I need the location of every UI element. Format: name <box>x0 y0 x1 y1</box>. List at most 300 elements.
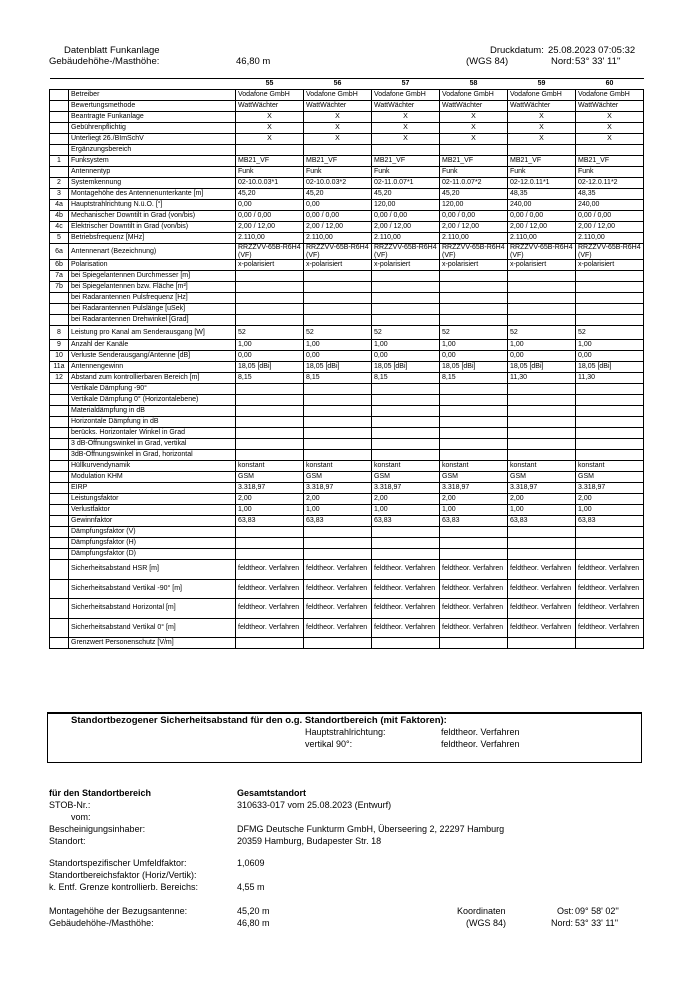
table-cell: 18,05 [dBi] <box>576 362 644 373</box>
table-cell: 18,05 [dBi] <box>236 362 304 373</box>
table-cell <box>576 538 644 549</box>
table-row <box>50 134 644 145</box>
table-cell <box>440 549 508 560</box>
table-cell <box>236 282 304 293</box>
table-row <box>50 494 644 505</box>
table-cell: 02-11.0.07*2 <box>440 178 508 189</box>
table-cell: 2,00 <box>236 494 304 505</box>
table-cell: x-polarisiert <box>372 260 440 271</box>
table-cell: 8,15 <box>304 373 372 384</box>
row-label: bei Radarantennen Drehwinkel [Grad] <box>69 315 236 326</box>
table-cell <box>372 384 440 395</box>
table-cell <box>576 145 644 156</box>
table-cell: 2,00 / 12,00 <box>508 222 576 233</box>
table-cell: 45,20 <box>304 189 372 200</box>
table-row <box>50 156 644 167</box>
table-cell: 3.318,97 <box>372 483 440 494</box>
inhaber-value: DFMG Deutsche Funkturm GmbH, Überseering 2, 22297 Hamburg <box>237 824 505 834</box>
wgs-label: (WGS 84) <box>466 56 509 67</box>
table-cell: 45,20 <box>236 189 304 200</box>
table-cell: x-polarisiert <box>304 260 372 271</box>
row-label: Antennentyp <box>69 167 236 178</box>
table-cell <box>304 384 372 395</box>
table-cell <box>236 304 304 315</box>
table-cell: 52 <box>304 326 372 340</box>
table-row <box>50 260 644 271</box>
table-cell <box>372 304 440 315</box>
row-number <box>50 638 69 649</box>
row-label: Sicherheitsabstand Vertikal -90° [m] <box>69 579 236 599</box>
standort-value: 20359 Hamburg, Budapester Str. 18 <box>237 836 382 846</box>
table-cell <box>508 304 576 315</box>
row-label: Antennenart (Bezeichnung) <box>69 244 236 260</box>
table-cell <box>372 395 440 406</box>
table-cell <box>372 439 440 450</box>
row-number <box>50 134 69 145</box>
table-cell: x-polarisiert <box>576 260 644 271</box>
table-row <box>50 90 644 101</box>
table-cell: 2,00 / 12,00 <box>576 222 644 233</box>
table-cell: RRZZVV-65B-R6H4 (VF) <box>508 244 576 260</box>
table-cell <box>236 271 304 282</box>
column-header: 59 <box>508 79 576 90</box>
table-cell: 63,83 <box>576 516 644 527</box>
stob-value: 310633-017 vom 25.08.2023 (Entwurf) <box>237 800 392 810</box>
table-cell: WattWächter <box>576 101 644 112</box>
row-number: 8 <box>50 326 69 340</box>
table-cell: 48,35 <box>576 189 644 200</box>
table-cell <box>508 271 576 282</box>
table-cell <box>576 304 644 315</box>
row-number: 11a <box>50 362 69 373</box>
table-cell: 2,00 / 12,00 <box>304 222 372 233</box>
row-number <box>50 560 69 580</box>
row-number <box>50 304 69 315</box>
table-cell: X <box>372 134 440 145</box>
header-spacer <box>50 79 69 90</box>
row-number: 4b <box>50 211 69 222</box>
table-row <box>50 233 644 244</box>
table-row <box>50 538 644 549</box>
table-cell <box>576 271 644 282</box>
footer-wgs-label: (WGS 84) <box>466 918 507 928</box>
footer-gebaeudehoehe-label: Gebäudehöhe-/Masthöhe: <box>49 918 154 928</box>
table-cell: GSM <box>236 472 304 483</box>
table-cell <box>440 450 508 461</box>
table-row <box>50 326 644 340</box>
table-cell: feldtheor. Verfahren <box>440 560 508 580</box>
row-number <box>50 516 69 527</box>
row-number <box>50 293 69 304</box>
table-cell: 63,83 <box>440 516 508 527</box>
table-cell: MB21_VF <box>440 156 508 167</box>
table-cell: 3.318,97 <box>508 483 576 494</box>
row-number <box>50 384 69 395</box>
table-cell <box>576 384 644 395</box>
table-cell: 45,20 <box>440 189 508 200</box>
row-label: Verlustfaktor <box>69 505 236 516</box>
row-number <box>50 494 69 505</box>
table-cell: 240,00 <box>508 200 576 211</box>
row-number: 4c <box>50 222 69 233</box>
row-label: Montagehöhe des Antennenunterkante [m] <box>69 189 236 200</box>
table-cell: 240,00 <box>576 200 644 211</box>
table-cell: 0,00 / 0,00 <box>576 211 644 222</box>
table-cell: Funk <box>372 167 440 178</box>
row-label: bei Radarantennen Pulsfrequenz [Hz] <box>69 293 236 304</box>
table-cell: X <box>508 123 576 134</box>
table-cell <box>576 315 644 326</box>
table-cell <box>236 450 304 461</box>
nord-value: 53° 33' 11'' <box>575 56 621 67</box>
section-value: Gesamtstandort <box>237 788 307 798</box>
table-cell: WattWächter <box>304 101 372 112</box>
table-row <box>50 200 644 211</box>
table-cell <box>372 527 440 538</box>
ost-value: 09° 58' 02'' <box>575 906 619 916</box>
table-cell <box>304 282 372 293</box>
table-cell <box>440 293 508 304</box>
table-cell <box>372 271 440 282</box>
row-label: Hüllkurvendynamik <box>69 461 236 472</box>
vom-label: vom: <box>71 812 91 822</box>
table-cell: GSM <box>508 472 576 483</box>
row-label: 3dB-Öffnungswinkel in Grad, horizontal <box>69 450 236 461</box>
nord-label: Nord: <box>551 56 575 67</box>
table-cell: 1,00 <box>304 505 372 516</box>
table-cell <box>304 271 372 282</box>
inhaber-label: Bescheinigungsinhaber: <box>49 824 146 834</box>
table-cell <box>508 428 576 439</box>
table-cell: Vodafone GmbH <box>576 90 644 101</box>
table-cell <box>576 395 644 406</box>
standort-sicherheitsabstand-box <box>47 712 642 763</box>
row-number <box>50 123 69 134</box>
table-cell <box>372 638 440 649</box>
table-cell <box>440 315 508 326</box>
table-cell <box>508 638 576 649</box>
table-cell: 8,15 <box>372 373 440 384</box>
table-cell <box>236 145 304 156</box>
table-cell: 1,00 <box>508 340 576 351</box>
table-cell: 11,30 <box>576 373 644 384</box>
table-cell: Vodafone GmbH <box>372 90 440 101</box>
table-cell <box>304 417 372 428</box>
table-cell <box>304 527 372 538</box>
table-cell: MB21_VF <box>508 156 576 167</box>
table-cell <box>304 145 372 156</box>
row-number <box>50 406 69 417</box>
row-label: 3 dB-Öffnungswinkel in Grad, vertikal <box>69 439 236 450</box>
row-number: 9 <box>50 340 69 351</box>
table-cell: 2.110,00 <box>236 233 304 244</box>
table-cell <box>236 439 304 450</box>
row-label: Modulation KHM <box>69 472 236 483</box>
table-cell <box>440 406 508 417</box>
row-number <box>50 428 69 439</box>
table-cell <box>372 315 440 326</box>
table-cell: 2.110,00 <box>576 233 644 244</box>
table-cell: feldtheor. Verfahren <box>236 599 304 619</box>
table-cell: 2.110,00 <box>304 233 372 244</box>
table-cell: RRZZVV-65B-R6H4 (VF) <box>440 244 508 260</box>
table-cell: feldtheor. Verfahren <box>372 579 440 599</box>
table-cell <box>372 145 440 156</box>
table-row <box>50 304 644 315</box>
table-cell: 1,00 <box>576 505 644 516</box>
table-cell: X <box>236 112 304 123</box>
table-cell: 2.110,00 <box>372 233 440 244</box>
row-number: 3 <box>50 189 69 200</box>
table-cell <box>440 282 508 293</box>
table-cell: 52 <box>440 326 508 340</box>
table-row <box>50 549 644 560</box>
table-cell: 2,00 <box>440 494 508 505</box>
table-cell: 120,00 <box>372 200 440 211</box>
grenze-value: 4,55 m <box>237 882 265 892</box>
table-cell: 3.318,97 <box>440 483 508 494</box>
row-label: Leistungsfaktor <box>69 494 236 505</box>
table-row <box>50 178 644 189</box>
table-row <box>50 638 644 649</box>
table-cell: WattWächter <box>508 101 576 112</box>
table-cell <box>440 395 508 406</box>
table-cell: konstant <box>372 461 440 472</box>
table-row <box>50 439 644 450</box>
table-cell: X <box>576 112 644 123</box>
table-cell <box>236 538 304 549</box>
table-row <box>50 483 644 494</box>
table-row <box>50 461 644 472</box>
table-row <box>50 516 644 527</box>
table-cell: 18,05 [dBi] <box>440 362 508 373</box>
row-label: Sicherheitsabstand Vertikal 0° [m] <box>69 618 236 638</box>
row-number <box>50 599 69 619</box>
table-cell: 52 <box>236 326 304 340</box>
table-cell: X <box>576 134 644 145</box>
table-cell: 02-11.0.07*1 <box>372 178 440 189</box>
table-cell: x-polarisiert <box>236 260 304 271</box>
table-row <box>50 472 644 483</box>
table-cell: GSM <box>440 472 508 483</box>
table-cell: konstant <box>576 461 644 472</box>
table-cell: 1,00 <box>440 340 508 351</box>
table-cell <box>236 293 304 304</box>
table-row <box>50 293 644 304</box>
table-row <box>50 384 644 395</box>
table-row <box>50 112 644 123</box>
table-cell <box>508 549 576 560</box>
table-cell: 0,00 <box>576 351 644 362</box>
table-cell: x-polarisiert <box>440 260 508 271</box>
table-row <box>50 428 644 439</box>
table-cell: 02-10.0.03*2 <box>304 178 372 189</box>
table-cell: 18,05 [dBi] <box>304 362 372 373</box>
table-cell: 63,83 <box>304 516 372 527</box>
table-cell <box>372 282 440 293</box>
table-cell <box>576 282 644 293</box>
table-cell: feldtheor. Verfahren <box>440 599 508 619</box>
table-cell: Funk <box>304 167 372 178</box>
footer-nord-value: 53° 33' 11'' <box>575 918 619 928</box>
table-cell: X <box>372 112 440 123</box>
table-cell: 2,00 <box>372 494 440 505</box>
table-cell: 52 <box>508 326 576 340</box>
table-row <box>50 244 644 260</box>
table-cell: 18,05 [dBi] <box>508 362 576 373</box>
column-header: 58 <box>440 79 508 90</box>
stob-label: STOB-Nr.: <box>49 800 91 810</box>
table-cell: feldtheor. Verfahren <box>236 618 304 638</box>
table-cell: 63,83 <box>236 516 304 527</box>
row-label: Grenzwert Personenschutz [V/m] <box>69 638 236 649</box>
table-cell: 0,00 / 0,00 <box>372 211 440 222</box>
table-cell: 2,00 <box>304 494 372 505</box>
druckdatum-value: 25.08.2023 07:05:32 <box>548 45 636 56</box>
table-cell: 2,00 / 12,00 <box>440 222 508 233</box>
table-cell: feldtheor. Verfahren <box>576 579 644 599</box>
table-cell <box>508 417 576 428</box>
row-label: Horizontale Dämpfung in dB <box>69 417 236 428</box>
table-cell <box>508 439 576 450</box>
row-number: 1 <box>50 156 69 167</box>
table-cell: X <box>576 123 644 134</box>
table-cell: 0,00 <box>236 200 304 211</box>
table-cell: Funk <box>236 167 304 178</box>
row-number <box>50 450 69 461</box>
table-cell: feldtheor. Verfahren <box>508 599 576 619</box>
row-number: 7b <box>50 282 69 293</box>
table-cell: 2,00 / 12,00 <box>236 222 304 233</box>
table-cell <box>236 417 304 428</box>
table-cell <box>372 293 440 304</box>
table-cell <box>508 406 576 417</box>
table-cell: 63,83 <box>372 516 440 527</box>
row-label: bei Spiegelantennen bzw. Fläche [m²] <box>69 282 236 293</box>
table-cell <box>372 549 440 560</box>
row-label: bei Radarantennen Pulslänge [uSek] <box>69 304 236 315</box>
table-cell <box>236 549 304 560</box>
table-cell: WattWächter <box>372 101 440 112</box>
table-cell <box>304 439 372 450</box>
row-label: Dämpfungsfaktor (D) <box>69 549 236 560</box>
row-number <box>50 417 69 428</box>
ost-label: Ost: <box>557 906 574 916</box>
row-number: 6b <box>50 260 69 271</box>
table-cell: X <box>236 123 304 134</box>
table-cell: 8,15 <box>236 373 304 384</box>
table-cell: feldtheor. Verfahren <box>576 599 644 619</box>
table-cell: 3.318,97 <box>576 483 644 494</box>
table-cell: feldtheor. Verfahren <box>304 560 372 580</box>
table-cell: X <box>440 123 508 134</box>
footer-gebaeudehoehe-value: 46,80 m <box>237 918 270 928</box>
table-cell: feldtheor. Verfahren <box>236 560 304 580</box>
table-cell: 1,00 <box>304 340 372 351</box>
table-cell: 02-12.0.11*1 <box>508 178 576 189</box>
table-cell: Vodafone GmbH <box>508 90 576 101</box>
table-cell <box>304 395 372 406</box>
row-label: Vertikale Dämpfung 0° (Horizontalebene) <box>69 395 236 406</box>
table-cell <box>508 315 576 326</box>
table-row <box>50 282 644 293</box>
montagehoehe-value: 45,20 m <box>237 906 270 916</box>
table-row <box>50 417 644 428</box>
table-cell: 1,00 <box>440 505 508 516</box>
row-label: Vertikale Dämpfung -90° <box>69 384 236 395</box>
table-row <box>50 599 644 619</box>
row-label: Unterliegt 26./BImSchV <box>69 134 236 145</box>
table-cell <box>576 293 644 304</box>
table-cell <box>236 428 304 439</box>
table-cell: 02-12.0.11*2 <box>576 178 644 189</box>
table-cell: Funk <box>508 167 576 178</box>
table-row <box>50 211 644 222</box>
vertikal-value: feldtheor. Verfahren <box>441 739 520 749</box>
table-cell: 0,00 <box>304 200 372 211</box>
table-row <box>50 123 644 134</box>
table-cell <box>508 538 576 549</box>
table-cell <box>508 145 576 156</box>
table-cell: 1,00 <box>236 505 304 516</box>
row-number <box>50 461 69 472</box>
table-cell: X <box>236 134 304 145</box>
table-cell: 0,00 / 0,00 <box>236 211 304 222</box>
row-number <box>50 439 69 450</box>
table-cell <box>576 450 644 461</box>
table-cell: x-polarisiert <box>508 260 576 271</box>
table-cell <box>440 145 508 156</box>
table-cell <box>508 384 576 395</box>
table-cell: 45,20 <box>372 189 440 200</box>
row-number: 4a <box>50 200 69 211</box>
table-cell <box>236 406 304 417</box>
table-row <box>50 222 644 233</box>
table-cell <box>576 638 644 649</box>
table-row <box>50 340 644 351</box>
table-cell: 0,00 <box>440 351 508 362</box>
row-number <box>50 579 69 599</box>
table-cell: feldtheor. Verfahren <box>372 599 440 619</box>
table-cell: feldtheor. Verfahren <box>508 579 576 599</box>
table-cell <box>576 549 644 560</box>
table-cell: feldtheor. Verfahren <box>304 599 372 619</box>
row-number: 5 <box>50 233 69 244</box>
table-cell: 1,00 <box>236 340 304 351</box>
table-cell: X <box>304 112 372 123</box>
table-cell: 48,35 <box>508 189 576 200</box>
hauptstrahl-value: feldtheor. Verfahren <box>441 727 520 737</box>
table-cell: 2.110,00 <box>440 233 508 244</box>
table-cell <box>576 417 644 428</box>
row-label: Systemkennung <box>69 178 236 189</box>
row-label: Hauptstrahlrichtung N.ü.O. [°] <box>69 200 236 211</box>
table-row <box>50 505 644 516</box>
header-spacer <box>69 79 236 90</box>
table-cell <box>440 417 508 428</box>
row-label: Sicherheitsabstand HSR [m] <box>69 560 236 580</box>
table-cell <box>372 538 440 549</box>
table-cell: 2,00 <box>576 494 644 505</box>
table-cell <box>508 450 576 461</box>
table-cell <box>236 315 304 326</box>
table-cell <box>236 527 304 538</box>
table-cell: 0,00 / 0,00 <box>304 211 372 222</box>
table-cell <box>440 527 508 538</box>
table-cell <box>576 406 644 417</box>
row-number <box>50 112 69 123</box>
table-cell: Vodafone GmbH <box>440 90 508 101</box>
